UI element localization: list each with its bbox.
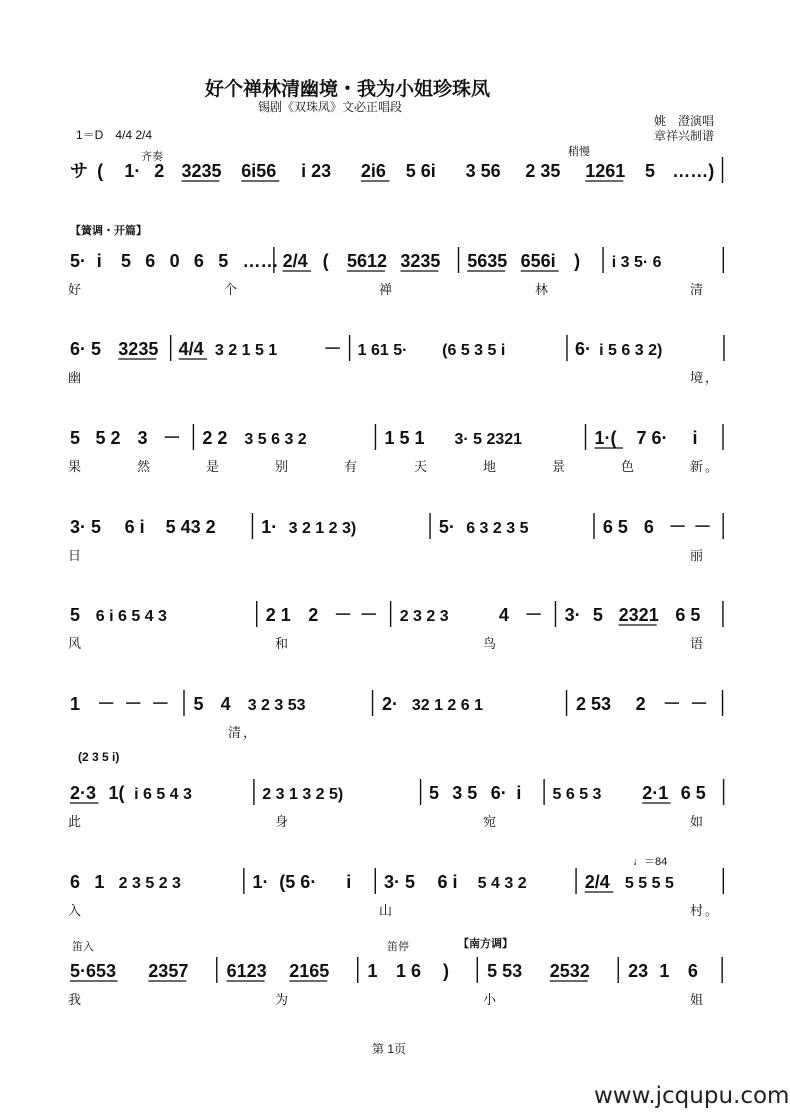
note-group: 5612 [346, 251, 387, 271]
note-group: 2 3 2 3 [399, 608, 449, 625]
lyric-syllable: 果 [68, 459, 84, 474]
notation-row [68, 333, 730, 395]
lyrics-line [68, 279, 730, 303]
note-group: － [323, 339, 342, 359]
lyrics-line [68, 989, 730, 1013]
note-group: 5· [438, 517, 455, 537]
notation-row [68, 688, 730, 750]
note-group: i 23 [301, 161, 332, 181]
note-group: 1 [659, 961, 670, 981]
note-group: 5 [218, 251, 229, 271]
note-group: 5 6 5 3 [552, 786, 602, 803]
notation-row [68, 955, 730, 1017]
lyric-syllable: 然 [137, 459, 153, 474]
note-group: 1 61 5· [357, 342, 408, 359]
notation-row [68, 155, 730, 217]
lyric-syllable: 村。 [690, 903, 721, 918]
note-group: － [689, 694, 708, 714]
note-group: 2 1 [265, 605, 291, 625]
note-group: 5 5 5 5 [624, 875, 674, 892]
note-group: 2·3 [70, 783, 97, 803]
notation-line [68, 866, 730, 898]
lyric-syllable: 有 [344, 459, 360, 474]
note-group: i [96, 251, 102, 271]
lyric-syllable: 天 [414, 459, 430, 474]
note-group: 5635 [467, 251, 508, 271]
lyric-syllable: 丽 [690, 548, 706, 563]
note-group: 5 [121, 251, 132, 271]
note-group: 1· [124, 161, 141, 181]
note-group: 6 [70, 872, 81, 892]
lyric-syllable: 境， [690, 370, 721, 385]
note-group: 6 5 [675, 605, 701, 625]
note-group: 2 35 [525, 161, 561, 181]
notation-row [68, 422, 730, 484]
score-subtitle: 锡剧《双珠凤》文必正唱段 [258, 100, 403, 114]
lyric-syllable: 如 [690, 814, 706, 829]
note-group: 5 [193, 694, 204, 714]
lyric-syllable: 清， [228, 725, 259, 740]
note-group: 6 5 [602, 517, 628, 537]
note-group: 2 3 5 2 3 [118, 875, 181, 892]
lyrics-line [68, 900, 730, 924]
note-group: 5 [645, 161, 656, 181]
lyric-syllable: 别 [275, 459, 291, 474]
note-group: 5 4 3 2 [477, 875, 527, 892]
note-group: 3 2 3 53 [247, 697, 306, 714]
tempo-mark: ♩＝84 [633, 856, 668, 868]
note-group: 5 [592, 605, 603, 625]
notation-line [68, 511, 730, 543]
note-group: サ [70, 161, 88, 181]
note-group: 5 2 [95, 428, 121, 448]
notation-line [68, 777, 730, 809]
note-group: 2/4 [584, 872, 610, 892]
note-group: 2i6 [360, 161, 386, 181]
note-group: 3· [564, 605, 581, 625]
notation-line [68, 333, 730, 365]
note-group: 3 2 1 2 3) [288, 520, 357, 537]
note-group: 2357 [148, 961, 189, 981]
note-group: 1 [94, 872, 105, 892]
note-group: 2321 [618, 605, 659, 625]
note-group: 3 5 [452, 783, 478, 803]
notation-row [68, 866, 730, 928]
note-group: 3 2 1 5 1 [214, 342, 278, 359]
lyrics-line [68, 189, 730, 213]
lyric-syllable: 语 [690, 636, 706, 651]
note-group: 6· 5 [70, 339, 102, 359]
lyrics-line [68, 545, 730, 569]
note-group: － [151, 694, 170, 714]
note-group: 3 [137, 428, 148, 448]
note-group: ( [322, 251, 329, 271]
cue-mark: 笛入 [72, 941, 94, 953]
note-group: 4/4 [178, 339, 204, 359]
note-group: 6 [193, 251, 204, 271]
notation-row [68, 599, 730, 661]
note-group: 2 [154, 161, 165, 181]
note-group: 1· [252, 872, 269, 892]
lyric-syllable: 好 [68, 282, 84, 297]
note-group: － [359, 605, 378, 625]
note-group: …… [242, 251, 279, 271]
lyric-syllable: 色 [621, 459, 637, 474]
cue-mark: 齐奏 [141, 151, 163, 163]
lyrics-line [68, 456, 730, 480]
lyric-syllable: 日 [68, 548, 84, 563]
note-group: 2/4 [282, 251, 308, 271]
lyric-syllable: 和 [275, 636, 291, 651]
note-group: 6 3 2 3 5 [466, 520, 529, 537]
note-group: 5 53 [487, 961, 523, 981]
notation-row [68, 245, 730, 307]
note-group: － [334, 605, 353, 625]
lyric-syllable: 地 [483, 459, 499, 474]
note-group: 5·653 [70, 961, 117, 981]
note-group: 2· [382, 694, 399, 714]
note-group: 32 1 2 6 1 [411, 697, 484, 714]
lyric-syllable: 入 [68, 903, 84, 918]
score-title: 好个禅林清幽境・我为小姐珍珠凤 [205, 79, 491, 100]
note-group: 3· 5 [70, 517, 102, 537]
note-group: － [668, 517, 687, 537]
note-group: 5 [70, 428, 81, 448]
note-group: － [124, 694, 143, 714]
note-group: 5 43 2 [165, 517, 216, 537]
note-group: 6 5 [680, 783, 706, 803]
singer-credit: 姚 澄演唱 [654, 114, 715, 128]
section-mark: 【南方调】 [458, 938, 513, 950]
note-group: 1 [367, 961, 378, 981]
note-group: － [162, 428, 181, 448]
note-group: 2 2 [202, 428, 228, 448]
notation-line [68, 688, 730, 720]
lyric-syllable: 身 [275, 814, 291, 829]
lyric-syllable: 宛 [483, 814, 499, 829]
note-group: (6 5 3 5 i [442, 342, 506, 359]
lyric-syllable: 是 [206, 459, 222, 474]
note-group: 1 5 1 [384, 428, 425, 448]
note-group: 0 [169, 251, 180, 271]
notation-row [68, 777, 730, 839]
watermark: www.jcqupu.com [594, 1083, 790, 1109]
page-number: 第 1页 [372, 1042, 407, 1056]
note-group: i [692, 428, 698, 448]
note-group: 5 [70, 605, 81, 625]
note-group: 6 i 6 5 4 3 [95, 608, 167, 625]
note-group: 1 6 [396, 961, 422, 981]
note-group: 1261 [585, 161, 626, 181]
note-group: 6· [490, 783, 507, 803]
note-group: ) [574, 251, 581, 271]
note-group: － [693, 517, 712, 537]
note-group: ……) [672, 161, 715, 181]
transcriber-credit: 章祥兴制谱 [654, 129, 715, 143]
note-group: 2·1 [642, 783, 669, 803]
note-group: 6 i [437, 872, 458, 892]
note-group: 2 [308, 605, 319, 625]
note-group: 3235 [118, 339, 159, 359]
note-group: i 6 5 4 3 [134, 786, 192, 803]
note-group: 6 [145, 251, 156, 271]
note-group: 5 [428, 783, 439, 803]
lyric-syllable: 幽 [68, 370, 84, 385]
note-group: － [524, 605, 543, 625]
notation-line [68, 422, 730, 454]
note-group: 5 6i [405, 161, 436, 181]
note-group: 6i56 [241, 161, 277, 181]
cue-mark: 笛停 [387, 941, 409, 953]
note-group: ) [442, 961, 449, 981]
note-group: 6 i [124, 517, 145, 537]
note-group: 4 [498, 605, 509, 625]
lyric-syllable: 禅 [379, 282, 395, 297]
lyric-syllable: 个 [224, 282, 240, 297]
notation-line [68, 599, 730, 631]
lyrics-line [68, 367, 730, 391]
lyrics-line [68, 722, 730, 746]
note-group: 3235 [400, 251, 441, 271]
note-group: ( [97, 161, 104, 181]
lyric-syllable: 姐 [690, 992, 706, 1007]
note-group: i 3 5· 6 [611, 254, 662, 271]
notation-line [68, 155, 730, 187]
note-group: － [662, 694, 681, 714]
lyric-syllable: 林 [535, 282, 551, 297]
note-group: (5 6· [279, 872, 317, 892]
notation-line [68, 245, 730, 277]
note-group: 1· [261, 517, 278, 537]
notation-row [68, 511, 730, 573]
lyrics-line [68, 811, 730, 835]
note-group: 3 5 6 3 2 [244, 431, 307, 448]
lyric-syllable: 小 [483, 992, 499, 1007]
section-mark: 【簧调・开篇】 [70, 225, 147, 237]
note-group: － [97, 694, 116, 714]
note-group: 3· 5 2321 [454, 431, 523, 448]
cue-mark: (2 3 5 i) [78, 750, 120, 764]
note-group: 656i [520, 251, 556, 271]
lyric-syllable: 清 [690, 282, 706, 297]
note-group: 1 [70, 694, 81, 714]
note-group: 2 53 [575, 694, 612, 714]
note-group: 2165 [289, 961, 330, 981]
note-group: 3· 5 [383, 872, 415, 892]
note-group: 1( [108, 783, 125, 803]
note-group: 4 [220, 694, 231, 714]
note-group: 7 6· [636, 428, 668, 448]
note-group: 6123 [226, 961, 267, 981]
lyric-syllable: 山 [379, 903, 395, 918]
note-group: i [516, 783, 522, 803]
note-group: 3 56 [465, 161, 501, 181]
note-group: 23 [628, 961, 649, 981]
lyric-syllable: 风 [68, 636, 84, 651]
lyric-syllable: 鸟 [483, 636, 499, 651]
note-group: i [346, 872, 352, 892]
notation-line [68, 955, 730, 987]
note-group: 6 [687, 961, 698, 981]
lyric-syllable: 此 [68, 814, 84, 829]
note-group: 2 3 1 3 2 5) [262, 786, 344, 803]
note-group: 2532 [549, 961, 590, 981]
note-group: 1·( [594, 428, 617, 448]
key-time-signature: 1＝D 4/4 2/4 [76, 128, 153, 142]
lyric-syllable: 景 [552, 459, 568, 474]
note-group: i 5 6 3 2) [599, 342, 663, 359]
note-group: 3235 [181, 161, 222, 181]
lyrics-line [68, 633, 730, 657]
lyric-syllable: 为 [275, 992, 291, 1007]
lyric-syllable: 新。 [690, 459, 721, 474]
note-group: 5· [70, 251, 87, 271]
note-group: 6· [575, 339, 592, 359]
cue-mark: 稍慢 [568, 146, 590, 158]
note-group: 6 [643, 517, 654, 537]
lyric-syllable: 我 [68, 992, 84, 1007]
note-group: 2 [635, 694, 646, 714]
